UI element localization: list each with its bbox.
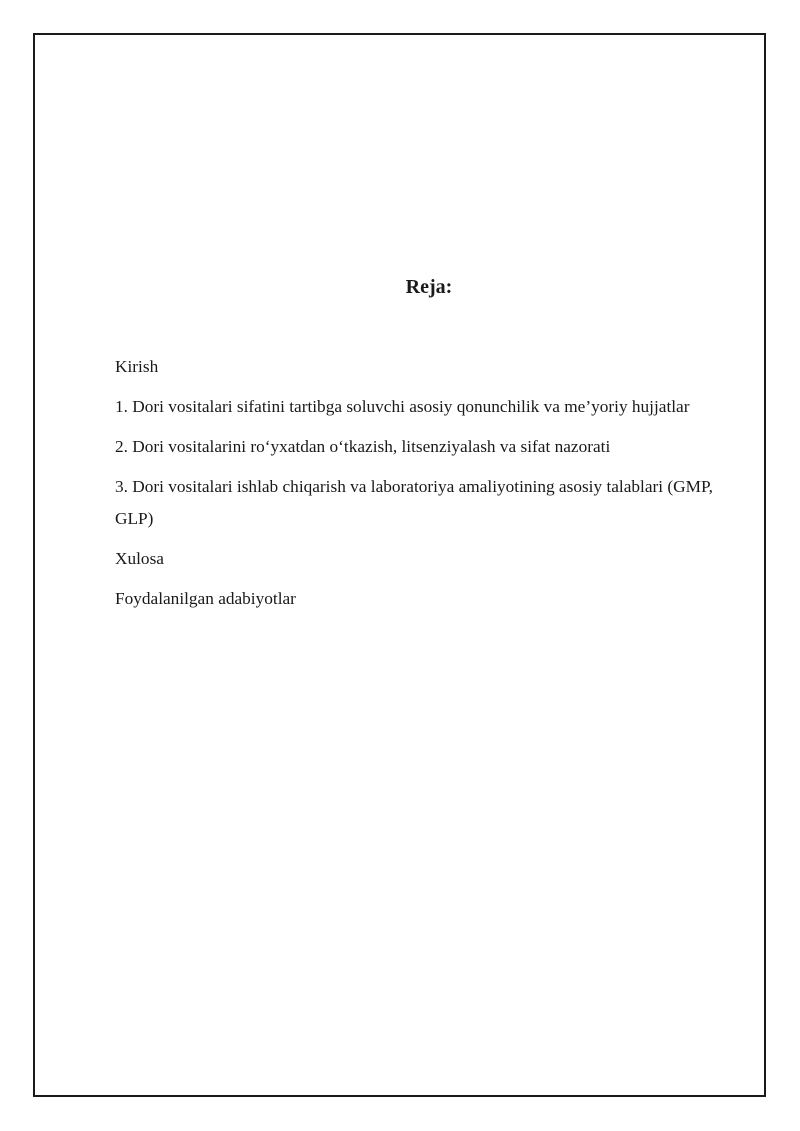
plan-item-2: 2. Dori vositalarini ro‘yxatdan o‘tkazish, litsenziyalash va sifat nazorati	[115, 437, 611, 456]
plan-item-1: 1. Dori vositalari sifatini tartibga soluvchi asosiy qonunchilik va me’yoriy hujjatlar	[115, 397, 690, 416]
page-title: Reja:	[405, 276, 453, 298]
plan-item-3: 3. Dori vositalari ishlab chiqarish va laboratoriya amaliyotining asosiy talablari (GMP, GLP)	[115, 477, 713, 528]
plan-item-introduction: Kirish	[115, 357, 159, 376]
plan-list	[115, 351, 755, 623]
plan-item-references: Foydalanilgan adabiyotlar	[115, 589, 296, 608]
plan-item-conclusion: Xulosa	[115, 549, 164, 568]
